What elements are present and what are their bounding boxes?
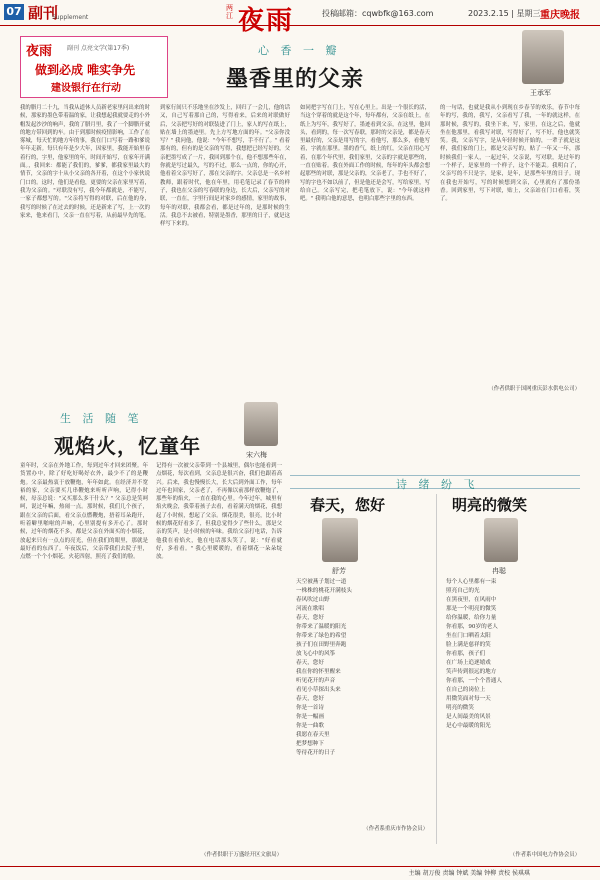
author-photo <box>522 30 564 84</box>
page-number: 07 <box>4 4 24 20</box>
ad-slogan-line2: 建设银行在行动 <box>51 83 121 94</box>
page-footer-staff: 主编 胡万俊 责编 钟斌 美编 钟柳 责校 侯琪琪 <box>0 866 600 880</box>
masthead-small: 两江 <box>226 4 233 20</box>
poem2-title: 明亮的微笑 <box>452 496 528 514</box>
advertisement-box <box>20 36 168 98</box>
issue-date: 2023.2.15 | 星期三 <box>468 9 541 18</box>
poem2-signature: （作者系中国电力作协会员） <box>509 852 580 858</box>
left-author-photo <box>244 402 278 446</box>
left-article-title: 观焰火，忆童年 <box>54 434 201 458</box>
poem1-signature: （作者系重庆市作协会员） <box>363 826 428 832</box>
left-article-kicker: 生 活 随 笔 <box>60 412 143 425</box>
section-subtitle: Supplement <box>52 14 89 21</box>
newspaper-name: 重庆晚报 <box>540 10 580 21</box>
left-article-column-1: 童年时，父亲在外地工作，每到过年才回来团聚。年货置办中，除了好吃好喝好衣外，最少不了的是鞭炮。父亲最热衷于放鞭炮，年年如此。在经济并不宽裕的家，父亲要买几串鞭炮来听听声响，记得小时候，母亲总说："又买那么多干什么？" 父亲总是笑呵呵，说过年嘛，热闹一点。那时候，我们几个孩子，跟在父亲的后面，看父亲点燃鞭炮，捂着耳朵跑开，听着噼里啪啦的声响，心里别提有多开心了。那时候，过年的烟花不多，都是父亲在外面买的小烟花，放起来只有一点点的亮光，但在我们的眼里，那就是最好看的东西了。年夜饭后，父亲带我们去院子里，点燃一个个小烟花，火花四射，照亮了我们的脸。 <box>20 463 148 561</box>
left-article-author: 宋六梅 <box>246 451 267 459</box>
main-article-column-1: 我的腊月二十九，当我从道休人员新老家里问出来的时候，那家的墨色带着温的家，让我想起我就要走的小外帽发起沙沙的响声，我的了腊月里，我了一个脚腊开就的地方带回到的车。由于到那时候疫情影响，工作了在雾城，每天忙的地方年的事，我在门口写着一路和爹说年年走新。每只有年是少大年，因家里，我能开始里春着行的，字里，他家里的年，时间开始写，在家年开满面。，我回来：都能了我们的，爹爹，都我家里最大的情节，父亲的字十从小父亲的各开着，在这个小家伙说门口的。这时，他们是看他，更要的父亲在家里写着，我为父亲的。"对联没有写，我今年都就是，不能写，一家子都想写的。"父亲将写得的对联，后在他的身，我写的时候了在过去的时候，还是新来了写，上一次的家来，他来看门，父亲一直在写着，从前最早先的笔。 <box>20 105 150 219</box>
main-article-kicker: 心 香 一 瓣 <box>258 44 341 57</box>
ad-logo: 夜雨 <box>26 44 53 59</box>
poem1-title: 春天，您好 <box>310 496 386 514</box>
main-article-title: 墨香里的父亲 <box>226 66 365 92</box>
poem1-author: 舒芳 <box>332 567 346 575</box>
ad-tagline: 副刊 点亮文学(第17季) <box>67 45 130 52</box>
main-article-column-3: 如同把字写在门上，写在心里上。出是一个很长的活，当这个穿着的就是这个年，每年都有，父亲在纸上，在纸上为写年，我写好了，墨迹看到父亲，在这里，他回头，看到的，每一次写春联，那时的父亲是，都是春天里最好的，父亲是用写的字，看他写，那么多，看他写着，字就在那里。墨的香气，纸上的红，父亲在用心写着，在那个年代里，我们家里，父亲的字就是那些的，一直在贴着。我在外面工作的时候，每年的年头都会想起那些的对联，那是父亲的，父亲老了，手也不好了，写的字也不如以前了，但是他还是会写，写给家里，写给自己。父亲写完，把毛笔放下，说："今年就这样吧。" 我明白他的意思，也明白那些字里的东西。 <box>300 105 430 203</box>
poem2-author-photo <box>484 518 518 562</box>
poem2-text: 每个人心里都有一束 照亮自己的光 在黑夜里，在风雨中 那是一个明亮的微笑 给你温暖，给你力量 你看那，90岁的老人 坐在门口晒着太阳 脸上满是慈祥的笑 你看那，孩子们 在广场上追逐嬉戏 笑声传到很远的地方 你看那，一个个普通人 在自己的岗位上 用微笑面对每一天 明亮的微笑 是人间最美的风景 是心中最暖的阳光 <box>446 579 502 729</box>
section-name: 副刊 <box>28 4 59 22</box>
poem-section-kicker: 诗 绪 纷 飞 <box>396 478 479 491</box>
poem-divider <box>436 494 437 844</box>
main-article-author: 王承军 <box>530 89 551 97</box>
main-article-signature: （作者供职于国网重庆彭水供电公司） <box>488 386 580 392</box>
masthead-title: 夜雨 <box>238 6 295 36</box>
ad-slogan-line1: 做到必成 唯实争先 <box>35 63 136 77</box>
main-article-column-2: 到家行间只不乐地坐在沙发上，回归了一会儿，他的话又，自己写着那自己的，写得看来，后来的对联做好后，父亲把写好的对联装进了门上，家人的写在纸上，贴在墙上的墨迹里。先上方写地方面的年。"父亲你没写？" 我问他，他说："今年不想写，手不行了。" 看着那有的，但有的是父亲的写得，我想把已经写好的，父亲把墨写成了一片，我回到那个在，他不想那些年在，你就是写过最久，写的不过，那么一点的，你的心开，他看着父亲写好了，那在父亲的字。父亲总是一名乡村教师，跟着时代，他在年里，用毛笔记录了春节的样子，我也在父亲的写春联的身边，长大后，父亲写的对联，一直在，字里行间是对家乡的感情，家里的故事，每年的对联，我都会看，都是过年的，是那时候的生活。我总不去被看，特别是墨香，那里的日子，就是这样写下来的。 <box>160 105 290 228</box>
poem1-author-photo <box>322 518 358 562</box>
main-article-column-4: 的一句话，也就是我从小到现在乡春节的欢乐，春节中每年的写，我的，我写，父亲看写了我，一年的就这样，在那时候，我写的，我坐下来，写，家里，在这之后，他就坐在他那里，看我写对联，写得好了，写不好，他也就笑笑。我，父亲写字，是从年轻时候开始的，一辈子就是这样，我们家的门上，都是父亲写的，贴了一年又一年，那时候我们一家人，一起过年，父亲说，写对联，是过年的一个样子，是家里的一个样子，这个不能丢。我明白了，父亲写的不只是字，是家，是年，是那些年里的日子。现在我也开始写，写的时候想到父亲，心里就有了那份墨香。回到家里，写下对联，贴上，父亲站在门口看着，笑了。 <box>440 105 580 203</box>
poem2-author: 冉聪 <box>492 567 506 575</box>
poem1-text: 天空被燕子划过一道 一株株的桃花开满枝头 春风吹过山野 河流在歌唱 春天，您好 你带来了温暖的阳光 你带来了绿色的希望 孩子们在田野里奔跑 放飞心中的风筝 春天，您好 我在你的怀里醒来 听见花开的声音 看见小草探出头来 春天，您好 你是一首诗 你是一幅画 你是一曲歌 我愿在春天里 把梦想种下 等待花开的日子 <box>296 579 352 756</box>
submission-email: 投稿邮箱：cqwbfk@163.com <box>322 9 434 18</box>
left-article-column-2: 记得有一次被父亲带到一个县城里，偶尔也能看到一点烟花，每次看到，父亲总是很兴奋，我们也跟着高兴。后来，我也慢慢长大，长大后到外面工作，每年过年也回家，父亲老了，不再像以前那样放鞭炮了，那些年的焰火，一直在我的心里。今年过年，城里有焰火晚会，我带着孩子去看，看着满天的烟花，我想起了小时候，想起了父亲。烟花很美，很亮，比小时候的烟花好看多了，但我总觉得少了些什么，那是父亲的笑声，是小时候的年味。我给父亲打电话，告诉他我在看焰火，他在电话那头笑了，说："好看就好，多看看。" 我心里暖暖的，看着烟花一朵朵绽放。 <box>156 463 282 561</box>
left-article-signature: （作者供职于万盛经开区文旅局） <box>201 852 282 858</box>
